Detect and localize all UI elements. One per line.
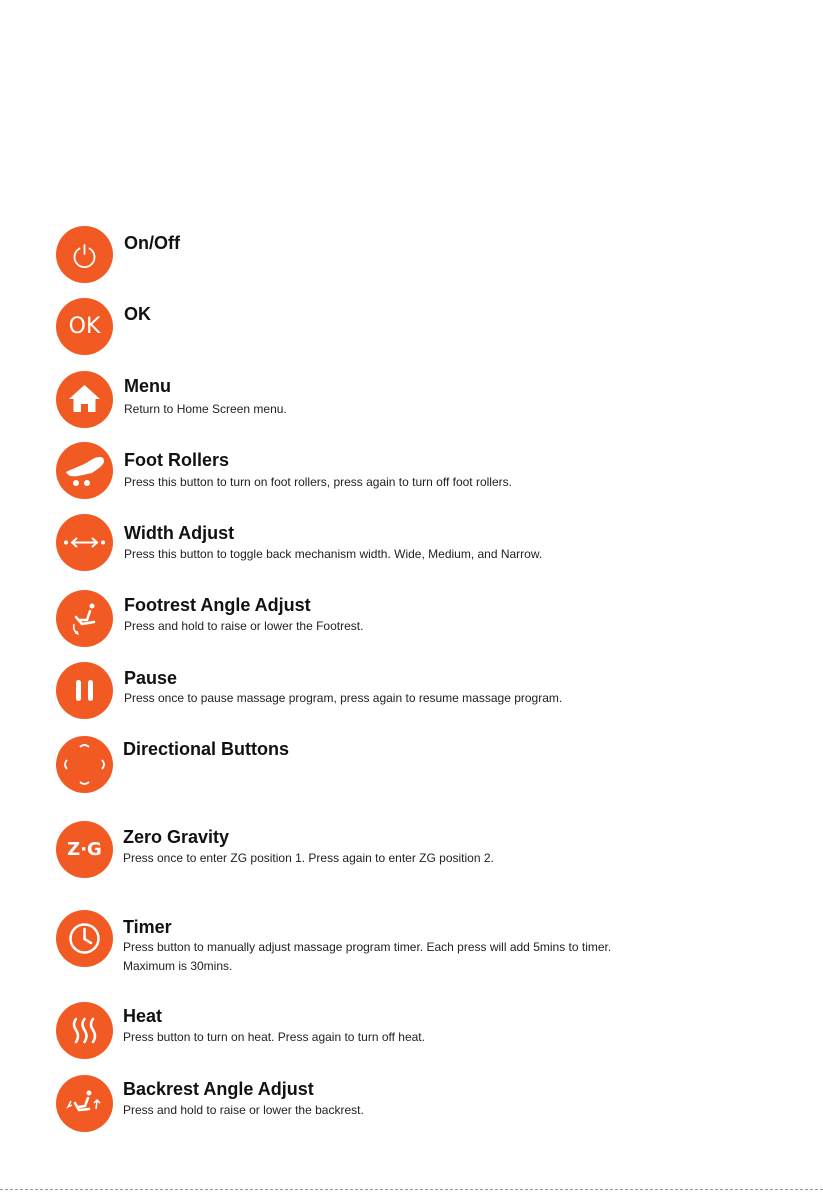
item-description: Return to Home Screen menu.: [124, 402, 287, 416]
item-description: Press button to turn on heat. Press again to turn off heat.: [123, 1030, 425, 1044]
item-title: Foot Rollers: [124, 450, 230, 470]
item-description: Press once to pause massage program, press again to resume massage program.: [124, 691, 563, 705]
home-icon[interactable]: [56, 371, 113, 428]
directional-pad-icon[interactable]: [56, 736, 113, 793]
heat-icon[interactable]: [56, 1002, 113, 1059]
item-description: Press this button to toggle back mechanism width. Wide, Medium, and Narrow.: [124, 547, 543, 561]
page-bottom-rule: [0, 1189, 823, 1190]
foot-roller-icon[interactable]: [56, 442, 113, 499]
item-title: Footrest Angle Adjust: [124, 595, 311, 615]
item-title: Pause: [124, 668, 178, 688]
item-description: Press once to enter ZG position 1. Press again to enter ZG position 2.: [123, 851, 494, 865]
item-description: Press and hold to raise or lower the Footrest.: [124, 619, 364, 633]
footrest-angle-icon[interactable]: [56, 590, 113, 647]
item-description: Press button to manually adjust massage program timer. Each press will add 5mins to timer.: [123, 940, 612, 954]
item-description: Press this button to turn on foot rollers, press again to turn off foot rollers.: [124, 475, 512, 489]
clock-icon[interactable]: [56, 910, 113, 967]
ok-icon[interactable]: [56, 298, 113, 355]
power-icon[interactable]: [56, 226, 113, 283]
item-description-line-2: Maximum is 30mins.: [123, 959, 233, 973]
item-title: Timer: [123, 917, 172, 937]
backrest-angle-icon[interactable]: [56, 1075, 113, 1132]
item-title: Width Adjust: [124, 523, 235, 543]
zero-gravity-icon-text: Z·G: [67, 839, 102, 860]
item-title: On/Off: [124, 233, 180, 253]
item-title: Directional Buttons: [123, 739, 290, 759]
width-adjust-icon[interactable]: [56, 514, 113, 571]
ok-icon-text: OK: [68, 314, 101, 339]
item-description: Press and hold to raise or lower the backrest.: [123, 1103, 364, 1117]
zero-gravity-icon[interactable]: [56, 821, 113, 878]
item-title: Heat: [123, 1006, 163, 1026]
item-title: Menu: [124, 376, 171, 396]
item-title: Backrest Angle Adjust: [123, 1079, 314, 1099]
item-title: OK: [124, 304, 151, 324]
item-title: Zero Gravity: [123, 827, 230, 847]
pause-icon[interactable]: [56, 662, 113, 719]
